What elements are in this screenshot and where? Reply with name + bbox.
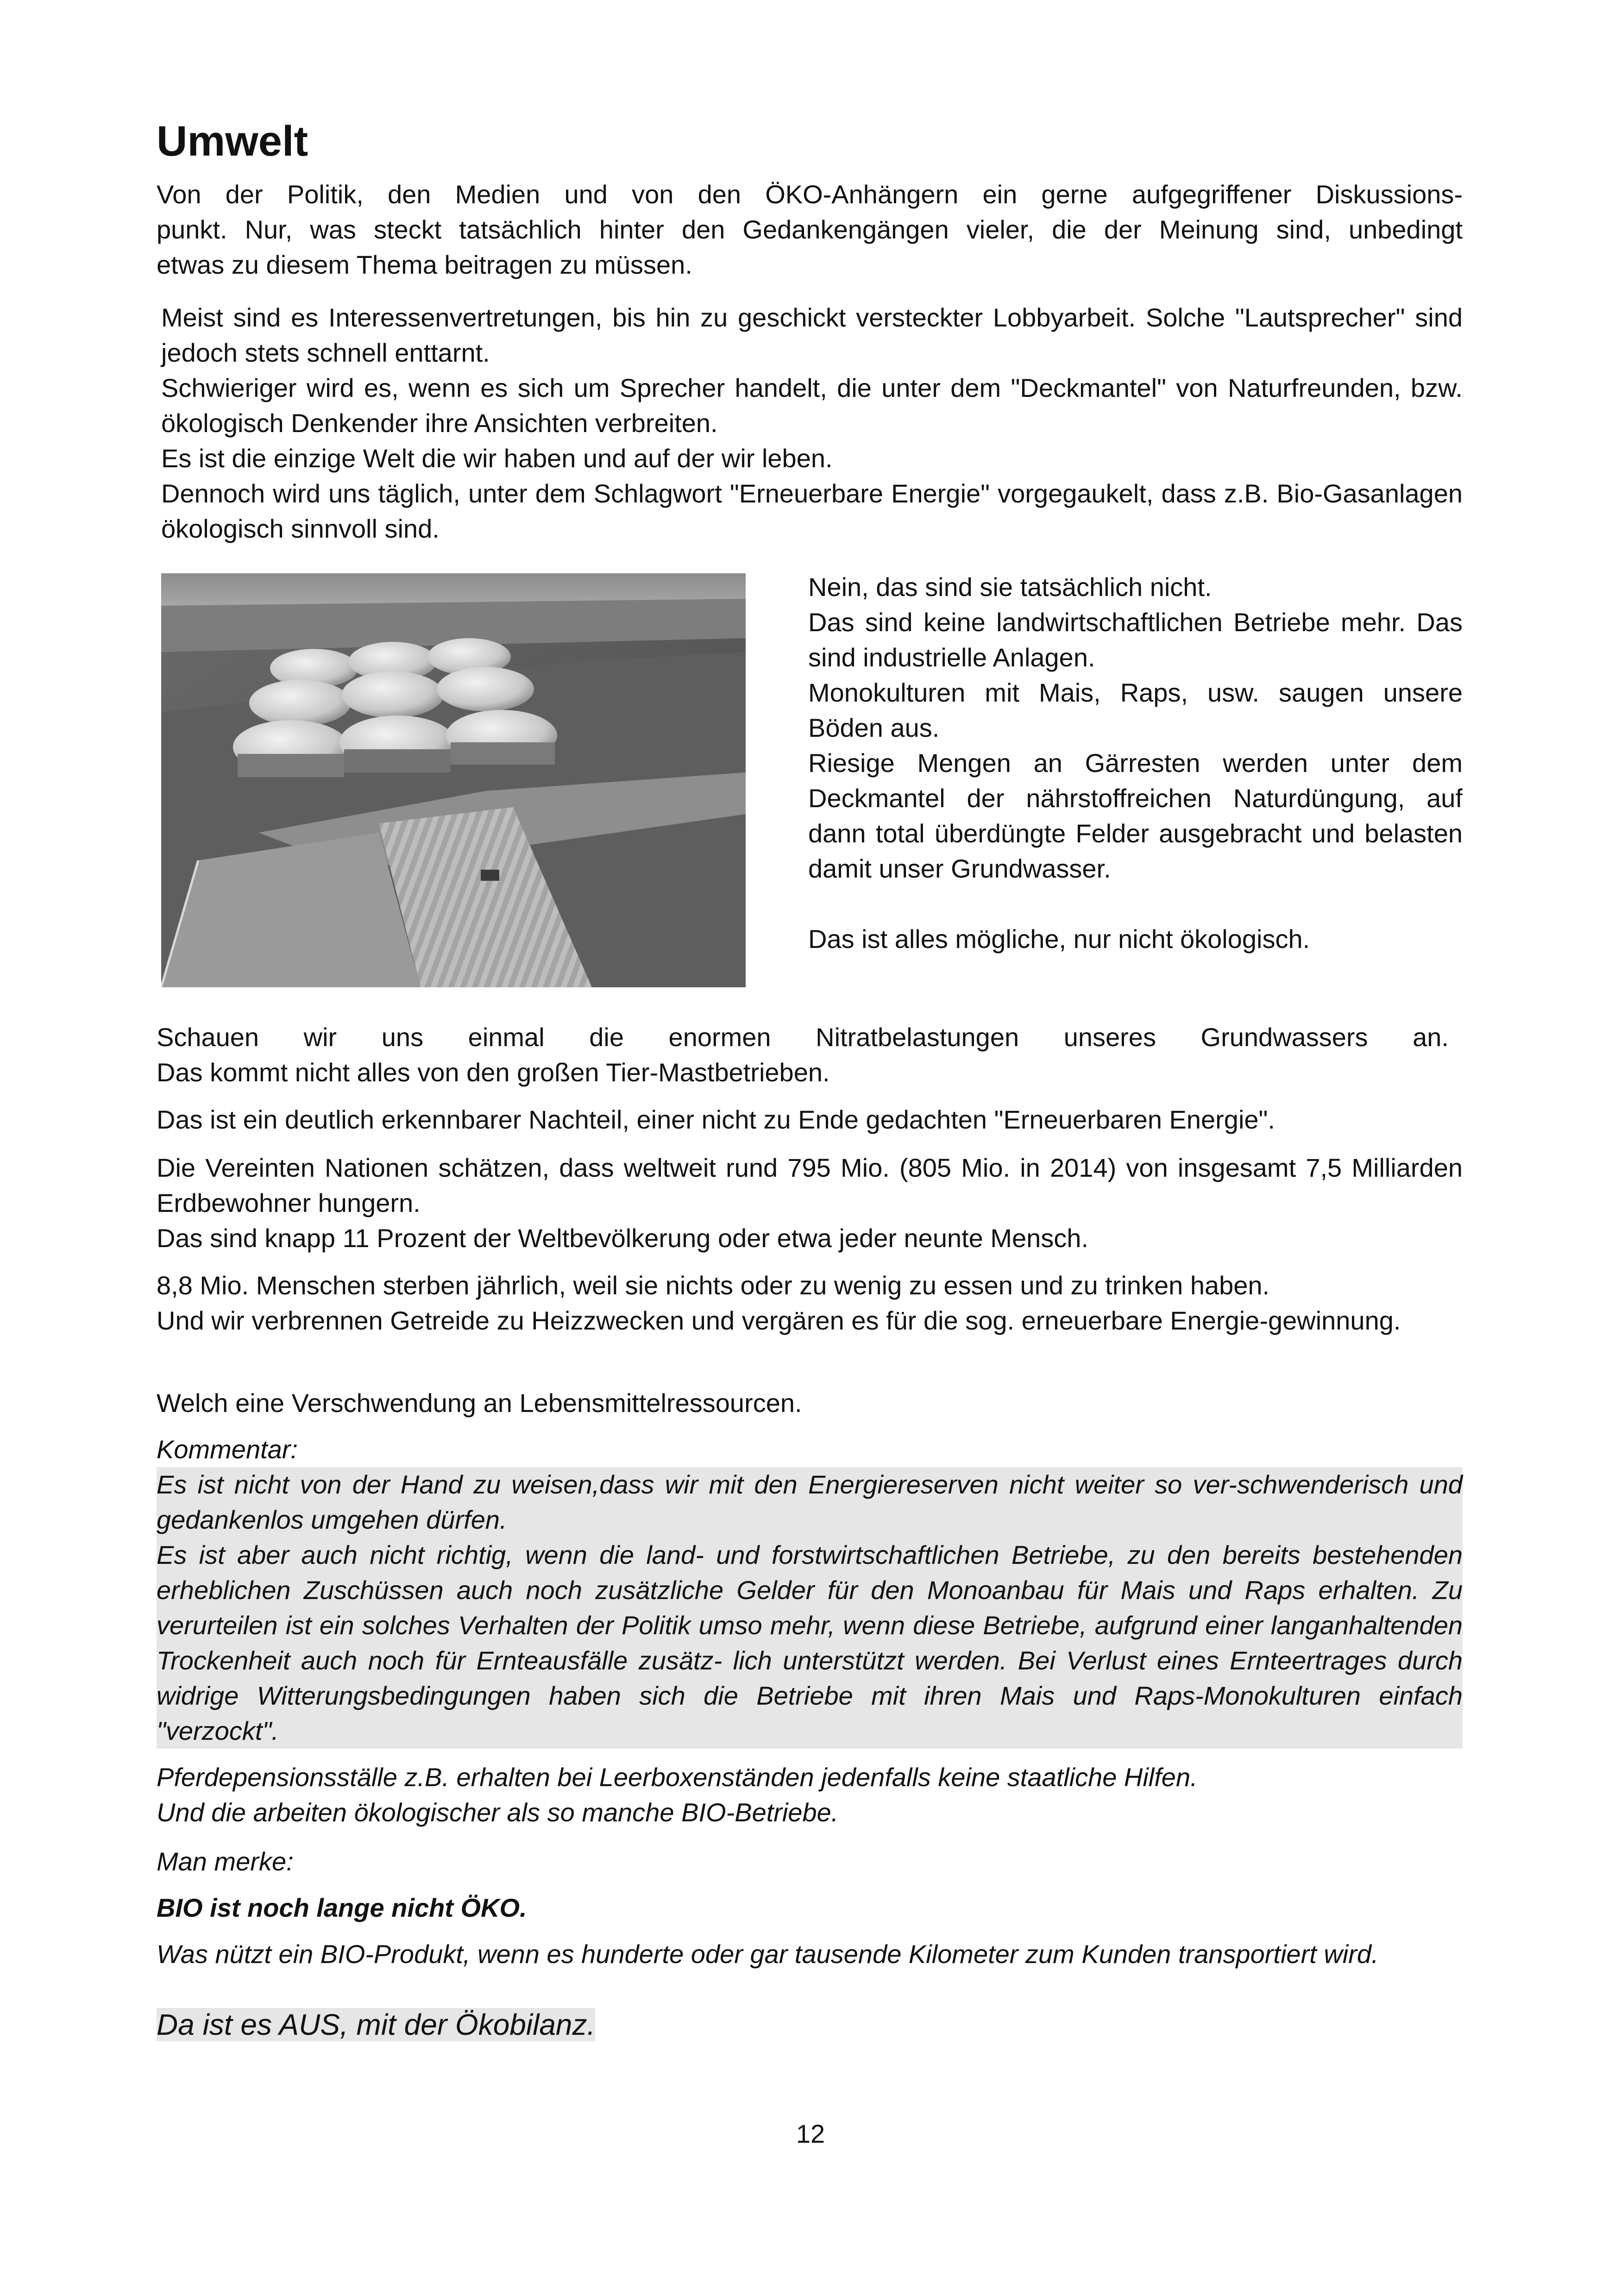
lobby-section (161, 300, 1463, 546)
pferde-line-2: Und die arbeiten ökologischer als so manche BIO-Betriebe. (157, 1798, 839, 1827)
intro-paragraph (157, 177, 1463, 282)
intro-line-3: etwas zu diesem Thema beitragen zu müssen. (157, 250, 692, 279)
side-paragraph-4: Riesige Mengen an Gärresten werden unter dem Deckmantel der nährstoffreichen Naturdüngung, auf dann total überdüngte Felder ausgebracht und belasten damit unser Grundwasser. (808, 748, 1463, 883)
nitrat-line-1: Schauen wir uns einmal die enormen Nitratbelastungen unseres Grundwassers an. (157, 1023, 1449, 1052)
side-text (808, 570, 1463, 957)
transport-paragraph: Was nützt ein BIO-Produkt, wenn es hunderte oder gar tausende Kilometer zum Kunden transportiert wird. (157, 1939, 1379, 1969)
prozent-text: Das sind knapp 11 Prozent der Weltbevölkerung oder etwa jeder neunte Mensch. (157, 1223, 1089, 1253)
sterben-paragraph (157, 1268, 1463, 1338)
comment-section (157, 1432, 1463, 1749)
merke-label: Man merke: (157, 1847, 294, 1876)
pferde-line-1: Pferdepensionsställe z.B. erhalten bei Leerboxenständen jedenfalls keine staatliche Hilfen. (157, 1763, 1198, 1792)
sterben-text: 8,8 Mio. Menschen sterben jährlich, weil sie nichts oder zu wenig zu essen und zu trinken haben. (157, 1271, 1270, 1300)
intro-line-2: punkt. Nur, was steckt tatsächlich hinter den Gedankengängen vieler, die der Meinung sind, unbedingt (157, 215, 1463, 244)
bio-nicht-oeko-statement: BIO ist noch lange nicht ÖKO. (157, 1893, 527, 1922)
side-paragraph-3: Monokulturen mit Mais, Raps, usw. saugen unsere Böden aus. (808, 678, 1463, 742)
lobby-paragraph: Meist sind es Interessenvertretungen, bis hin zu geschickt versteckter Lobbyarbeit. Solche "Lautsprecher" sind jedoch stets schnell enttarnt. (161, 303, 1463, 367)
pferde-paragraph (157, 1760, 1463, 1830)
oekobilanz-statement (157, 2005, 1463, 2044)
erneuerbare-paragraph: Dennoch wird uns täglich, unter dem Schlagwort "Erneuerbare Energie" vorgegaukelt, dass z.B. Bio-Gasanlagen ökologisch sinnvoll sind. (161, 479, 1463, 543)
un-paragraph (157, 1150, 1463, 1256)
un-hunger-text: Die Vereinten Nationen schätzen, dass weltweit rund 795 Mio. (805 Mio. in 2014) von insgesamt 7,5 Milliarden Erdbewohner hungern. (157, 1153, 1463, 1217)
side-paragraph-5: Das ist alles mögliche, nur nicht ökologisch. (808, 924, 1310, 954)
side-paragraph-2: Das sind keine landwirtschaftlichen Betriebe mehr. Das sind industrielle Anlagen. (808, 608, 1463, 672)
biogas-plant-photo (161, 573, 746, 987)
comment-paragraph-2: Es ist aber auch nicht richtig, wenn die land- und forstwirtschaftlichen Betriebe, zu den bereits bestehenden erheblichen Zuschüssen auch noch zusätzliche Gelder für den Monoanbau für Mais und Raps erhalten. Zu verurteilen ist ein solches Verhalten der Politik umso mehr, wenn diese Betriebe, aufgrund einer langanhaltenden Trockenheit auch noch für Ernteausfälle zusätz- lich unterstützt werden. Bei Verlust eines Ernteertrages durch widrige Witterungsbedingungen haben sich die Betriebe mit ihren Mais und Raps-Monokulturen einfach "verzockt". (157, 1537, 1463, 1749)
intro-line-1: Von der Politik, den Medien und von den ÖKO-Anhängern ein gerne aufgegriffener Diskussions- (157, 180, 1463, 209)
verbrennen-text: Und wir verbrennen Getreide zu Heizzwecken und vergären es für die sog. erneuerbare Energie-gewinnung. (157, 1306, 1401, 1335)
nitrat-paragraph (157, 1020, 1449, 1090)
nachteil-paragraph: Das ist ein deutlich erkennbarer Nachteil, einer nicht zu Ende gedachten "Erneuerbaren Energie". (157, 1105, 1275, 1134)
comment-paragraph-1: Es ist nicht von der Hand zu weisen,dass wir mit den Energiereserven nicht weiter so ver-schwenderisch und gedankenlos umgehen dürfen. (157, 1467, 1463, 1537)
comment-label: Kommentar: (157, 1435, 298, 1464)
einzige-welt-paragraph: Es ist die einzige Welt die wir haben und auf der wir leben. (161, 444, 833, 473)
page-title: Umwelt (157, 118, 308, 165)
naturfreunde-paragraph: Schwieriger wird es, wenn es sich um Sprecher handelt, die unter dem "Deckmantel" von Naturfreunden, bzw. ökologisch Denkender ihre Ansichten verbreiten. (161, 373, 1463, 438)
oekobilanz-highlight: Da ist es AUS, mit der Ökobilanz. (157, 2008, 596, 2041)
nitrat-line-2: Das kommt nicht alles von den großen Tier-Mastbetrieben. (157, 1058, 830, 1087)
side-paragraph-1: Nein, das sind sie tatsächlich nicht. (808, 572, 1212, 602)
verschwendung-text: Welch eine Verschwendung an Lebensmittelressourcen. (157, 1388, 802, 1418)
page-number: 12 (796, 2119, 825, 2148)
